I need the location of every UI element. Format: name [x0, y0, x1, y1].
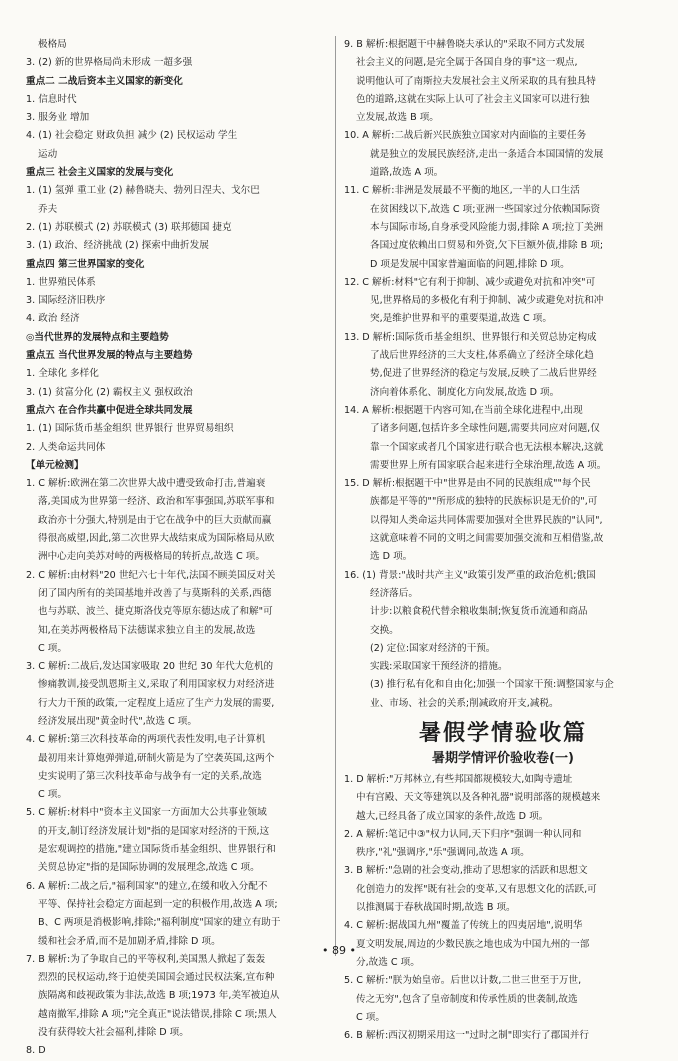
text-line: 6. A 解析:二战之后,"福利国家"的建立,在缓和收入分配不 [26, 880, 268, 892]
text-line: 关贸总协定"指的是国际协调的发展理念,故选 C 项。 [38, 862, 260, 874]
text-line: 势,促进了世界经济的稳定与发展,反映了二战后世界经 [370, 368, 597, 380]
text-line: 10. A 解析:二战后新兴民族独立国家对内面临的主要任务 [344, 130, 587, 142]
text-line: 最初用来计算炮弹弹道,研制火箭是为了空袭英国,这两个 [38, 752, 275, 764]
text-line: 2. C 解析:由材料"20 世纪六七十年代,法国不顾美国反对关 [26, 569, 276, 581]
text-line: 洲中心走向美苏对峙的两极格局的转折点,故选 C 项。 [38, 551, 265, 563]
text-line: 乔夫 [38, 203, 58, 215]
text-line: 见,世界格局的多极化有利于抑制、减少或避免对抗和冲 [370, 295, 604, 307]
text-line: 是宏观调控的措施,"建立国际货币基金组织、世界银行和 [38, 844, 276, 856]
text-line: 计步:以粮食税代替余粮收集制;恢复货币流通和商品 [370, 606, 588, 618]
text-line: 4. (1) 社会稳定 财政负担 减少 (2) 民权运动 学生 [26, 130, 238, 142]
text-line: 4. 政治 经济 [26, 313, 80, 325]
text-line: 运动 [38, 148, 58, 160]
text-line: 2. (1) 苏联模式 (2) 苏联模式 (3) 联邦德国 捷克 [26, 221, 232, 233]
text-line: 夏文明发展,周边的少数民族之地也成为中国九州的一部 [356, 938, 590, 950]
answer-block-unit-test [344, 36, 662, 713]
text-line: 3. C 解析:二战后,发达国家吸取 20 世纪 30 年代大危机的 [26, 661, 274, 673]
text-line: C 项。 [356, 1011, 385, 1023]
text-line: 中有宫殿、天文等建筑以及各种礼器"说明部落的规模越来 [356, 792, 601, 804]
text-line: 分,故选 C 项。 [356, 956, 420, 968]
text-line: 闭了国内所有的美国基地并改善了与莫斯科的关系,西德 [38, 587, 272, 599]
text-line: 说明他认可了南斯拉夫发展社会主义所采取的具有独具特 [356, 75, 596, 87]
text-line: 3. (1) 政治、经济挑战 (2) 探索中曲折发展 [26, 240, 209, 252]
text-line: 交换。 [370, 624, 399, 636]
text-line: (2) 定位:国家对经济的干预。 [370, 642, 496, 654]
text-line: ◎当代世界的发展特点和主要趋势 [26, 331, 169, 343]
text-line: 平等、保持社会稳定方面起到一定的积极作用,故选 A 项; [38, 898, 278, 910]
section-subtitle: 暑期学情评价验收卷(一) [432, 750, 574, 766]
text-line: 1. 全球化 多样化 [26, 368, 99, 380]
text-line: 了诸多问题,包括许多全球性问题,需要共同应对问题,仅 [370, 423, 600, 435]
text-line: 政治亦十分强大,特别是由于它在战争中的巨大贡献而赢 [38, 514, 272, 526]
text-line: C 项。 [38, 789, 67, 801]
text-line: 以得知人类命运共同体需要加强对全世界民族的"认同", [370, 514, 603, 526]
text-line: 极格局 [38, 39, 67, 50]
text-line: 突,是维护世界和平的重要渠道,故选 C 项。 [370, 313, 552, 325]
text-line: 1. 世界殖民体系 [26, 276, 96, 288]
text-line: 经济落后。 [370, 587, 418, 599]
text-line: 济向着体系化、制度化方向发展,故选 D 项。 [370, 386, 560, 398]
text-line: 13. D 解析:国际货币基金组织、世界银行和关贸总协定构成 [344, 331, 597, 343]
text-line: 3. 服务业 增加 [26, 112, 90, 124]
text-line: 色的道路,这就在实际上认可了社会主义国家可以进行独 [356, 93, 590, 105]
text-line: 重点二 二战后资本主义国家的新变化 [26, 75, 183, 87]
text-line: 没有获得较大社会福利,排除 D 项。 [38, 1027, 189, 1039]
text-line: 传之无穷",包含了皇帝制度和传承性质的世袭制,故选 [356, 993, 578, 1005]
text-line: 重点五 当代世界发展的特点与主要趋势 [26, 350, 193, 362]
text-line: (3) 推行私有化和自由化;加强一个国家干预:调整国家与企 [370, 679, 614, 691]
text-line: 惨痛教训,接受凯恩斯主义,采取了利用国家权力对经济进 [38, 679, 275, 691]
text-line: 4. C 解析:据战国九州"覆盖了传统上的四夷居地",说明华 [344, 920, 583, 932]
text-line: 重点六 在合作共赢中促进全球共同发展 [26, 404, 193, 416]
answer-block-summer-exam [344, 771, 662, 1045]
page-number: • 89 • [322, 944, 356, 957]
text-line: 以推测属于春秋战国时期,故选 B 项。 [356, 902, 516, 914]
text-line: 3. (2) 新的世界格局尚未形成 一超多强 [26, 57, 193, 69]
text-line: 立发展,故选 B 项。 [356, 112, 439, 124]
text-line: 得很高威望,因此,第二次世界大战结束成为国际格局从欧 [38, 533, 275, 545]
text-line: 选 D 项。 [370, 551, 413, 563]
text-line: 经济发展出现"黄金时代",故选 C 项。 [38, 715, 197, 727]
text-line: 族隔离和歧视政策为非法,故选 B 项;1973 年,美军被迫从 [38, 990, 280, 1002]
text-line: 1. 信息时代 [26, 93, 77, 105]
text-line: 行大力干预的政策,一定程度上适应了生产力发展的需要, [38, 697, 275, 709]
text-line: 也与苏联、波兰、捷克斯洛伐克等原东德达成了和解"可 [38, 606, 273, 618]
text-line: 缓和社会矛盾,而不是加剧矛盾,排除 D 项。 [38, 935, 221, 947]
text-line: 9. B 解析:根据题干中赫鲁晓夫承认的"采取不同方式发展 [344, 39, 585, 50]
text-line: 3. 国际经济旧秩序 [26, 295, 106, 307]
text-line: 各国过度依赖出口贸易和外资,欠下巨额外债,排除 B 项; [370, 240, 604, 252]
text-line: 需要世界上所有国家联合起来进行全球治理,故选 A 项。 [370, 459, 607, 471]
text-line: 社会主义的问题,是完全属于各国自身的事"这一观点, [356, 57, 578, 69]
text-line: 8. D [26, 1045, 46, 1057]
text-line: 重点四 第三世界国家的变化 [26, 258, 145, 270]
right-column [344, 36, 662, 1045]
text-line: 烈烈的民权运动,终于迫使美国国会通过民权法案,宣布种 [38, 972, 275, 984]
text-line: 14. A 解析:根据题干内容可知,在当前全球化进程中,出现 [344, 404, 583, 416]
text-line: 的开支,制订经济发展计划"指的是国家对经济的干预,这 [38, 825, 270, 837]
text-line: 业、市场、社会的关系;削减政府开支,减税。 [370, 697, 559, 709]
text-line: 15. D 解析:根据题干中"世界是由不同的民族组成""每个民 [344, 478, 591, 490]
text-line: 化创造力的发挥"既有社会的变革,又有思想文化的活跃,可 [356, 883, 597, 895]
text-line: 知,在美苏两极格局下法德谋求独立自主的发展,故选 [38, 624, 256, 636]
text-line: 5. C 解析:材料中"资本主义国家一方面加大公共事业领域 [26, 807, 267, 819]
text-line: 4. C 解析:第三次科技革命的两项代表性发明,电子计算机 [26, 734, 266, 746]
text-line: 就是独立的发展民族经济,走出一条适合本国国情的发展 [370, 148, 604, 160]
text-line: 在贫困线以下,故选 C 项;亚洲一些国家过分依赖国际资 [370, 203, 601, 215]
text-line: 本与国际市场,自身承受风险能力弱,排除 A 项;拉丁美洲 [370, 221, 604, 233]
text-line: 越南撤军,排除 A 项;"完全真正"说法错误,排除 C 项;黑人 [38, 1008, 277, 1020]
left-column [26, 36, 326, 1061]
text-line: 史实说明了第三次科技革命与战争有一定的关系,故选 [38, 770, 262, 782]
text-line: 16. (1) 背景:"战时共产主义"政策引发严重的政治危机;俄国 [344, 569, 596, 581]
text-line: 5. C 解析:"朕为始皇帝。后世以计数,二世三世至于万世, [344, 975, 582, 987]
text-line: 2. A 解析:笔记中③"权力认同,天下归序"强调一种认同和 [344, 828, 582, 840]
text-line: 6. B 解析:西汉初期采用这一"过时之制"即实行了郡国并行 [344, 1030, 589, 1042]
text-line: C 项。 [38, 642, 67, 654]
text-line: B、C 两项是消极影响,排除;"福利制度"国家的建立有助于 [38, 917, 281, 929]
text-line: 7. B 解析:为了争取自己的平等权利,美国黑人掀起了轰轰 [26, 953, 266, 965]
text-line: 1. (1) 氢弹 重工业 (2) 赫鲁晓夫、勃列日涅夫、戈尔巴 [26, 185, 260, 197]
text-line: 道路,故选 A 项。 [370, 167, 444, 179]
text-line: 2. 人类命运共同体 [26, 441, 106, 453]
text-line: 【单元检测】 [26, 459, 84, 471]
text-line: 3. B 解析:"急剧的社会变动,推动了思想家的活跃和思想文 [344, 865, 588, 877]
text-line: 11. C 解析:非洲是发展最不平衡的地区,一半的人口生活 [344, 185, 580, 197]
text-line: 实践:采取国家干预经济的措施。 [370, 661, 508, 673]
text-line: D 项是发展中国家普遍面临的问题,排除 D 项。 [370, 258, 570, 270]
text-line: 了战后世界经济的三大支柱,体系确立了经济全球化趋 [370, 350, 594, 362]
text-line: 3. (1) 贫富分化 (2) 霸权主义 强权政治 [26, 386, 193, 398]
text-line: 1. (1) 国际货币基金组织 世界银行 世界贸易组织 [26, 423, 234, 435]
text-line: 重点三 社会主义国家的发展与变化 [26, 167, 174, 179]
text-line: 这就意味着不同的文明之间需要加强交流和互相借鉴,故 [370, 533, 604, 545]
text-line: 靠一个国家或者几个国家进行联合也无法根本解决,这就 [370, 441, 604, 453]
section-title: 暑假学情验收篇 [418, 720, 587, 746]
text-line: 族都是平等的""所形成的独特的民族标识是无价的",可 [370, 496, 598, 508]
text-line: 1. C 解析:欧洲在第二次世界大战中遭受致命打击,普遍衰 [26, 478, 266, 490]
text-line: 12. C 解析:材料"它有利于抑制、减少或避免对抗和冲突"可 [344, 276, 596, 288]
column-divider [335, 36, 336, 956]
text-line: 秩序,"礼"强调序,"乐"强调同,故选 A 项。 [356, 847, 530, 859]
text-line: 越大,已经具备了成立国家的条件,故选 D 项。 [356, 810, 549, 822]
text-line: 落,美国成为世界第一经济、政治和军事强国,苏联军事和 [38, 496, 275, 508]
text-line: 1. D 解析:"万邦林立,有些邦国都规模较大,如陶寺遗址 [344, 773, 573, 785]
